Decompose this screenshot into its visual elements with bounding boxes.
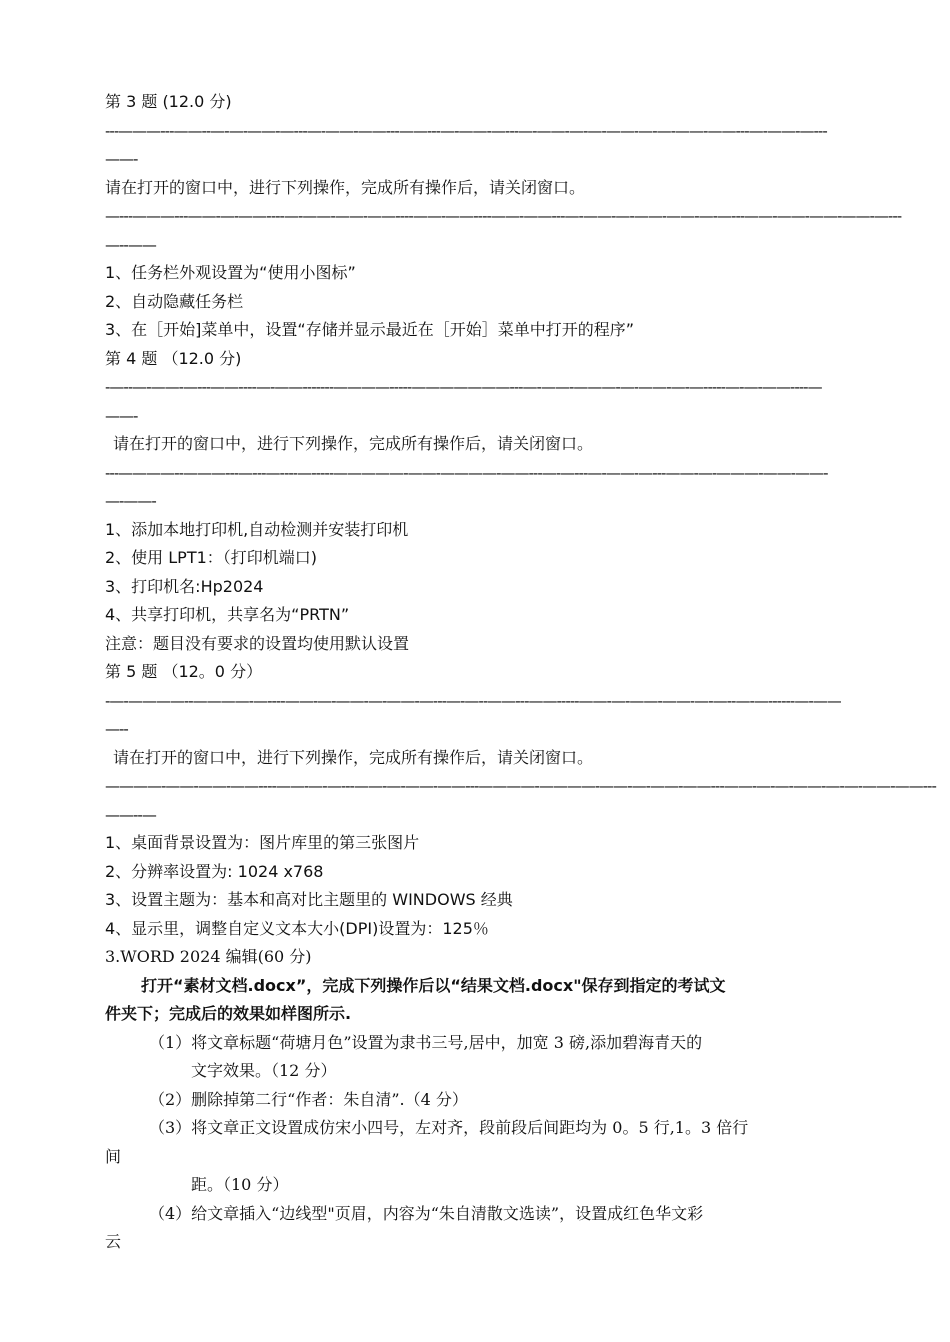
document-page: [105, 88, 936, 1257]
word-heading: 3.WORD 2024 编辑(60 分): [105, 947, 312, 966]
q3-item-2: 2、自动隐藏任务栏: [105, 291, 244, 311]
q3-separator-2: —---———---——-—-——----—-——-——-——----——-——----——-——---—-——-—-——-——-—-—---——-——-——-——-—---: [105, 207, 902, 225]
q3-item-1: 1、任务栏外观设置为“使用小图标”: [105, 263, 356, 282]
q3-separator-1: ---———---——--—-—-——-—---—-——-——---——---—-——-—---—-——-—-—-——-—-—-——-——---—-——-—---: [105, 121, 827, 140]
q5-separator-2-cont: ——--—: [105, 805, 156, 824]
word-step-4: （4）给文章插入“边线型"页眉，内容为“朱自清散文选读”，设置成红色华文彩: [149, 1203, 704, 1223]
q5-separator-1: -—-————--————-—----——-—-——-—-——-—---—-—--——---——-----——-—-——-——-—-—--—-—------—-——: [105, 691, 841, 710]
word-step-3: （3）将文章正文设置成仿宋小四号，左对齐，段前段后间距均为 0。5 行,1。3 倍行: [149, 1118, 749, 1137]
q4-separator-1: -—--—-——-—---——----—-——-------————-----———————---—-——-———-—-——-—-—-----—-—-——----—: [105, 378, 822, 396]
q4-separator-2: ---————--———---—---—----—-----—————-——-————-——---—-—---—-——-—---——-—-———-——-——-: [105, 463, 828, 482]
word-intro-line-2: 件夹下；完成后的效果如样图所示.: [105, 1004, 352, 1023]
word-step-3-wrap: 间: [105, 1146, 122, 1166]
q5-item-2: 2、分辨率设置为: 1024 x768: [105, 861, 324, 881]
q4-separator-1-cont: ——-: [105, 406, 138, 425]
word-step-3-cont: 距。（10 分）: [191, 1175, 289, 1194]
q4-item-2: 2、使用 LPT1：（打印机端口): [105, 548, 318, 567]
q5-item-3: 3、设置主题为：基本和高对比主题里的 WINDOWS 经典: [105, 890, 513, 909]
q4-note: 注意：题目没有要求的设置均使用默认设置: [105, 633, 410, 653]
q4-separator-2-cont: —-——-: [105, 492, 156, 510]
q3-title: 第 3 题 (12.0 分): [105, 92, 232, 111]
q5-title: 第 5 题 （12。0 分）: [105, 662, 263, 681]
q5-separator-2: ————-——-——-——----——-—-—---——-—-——-——---————-————-——-—-——-——---——-—-—-——-—-—-——-——---: [105, 777, 936, 795]
word-step-2: （2）删除掉第二行“作者：朱自清”.（4 分）: [149, 1089, 468, 1109]
q5-instruction: 请在打开的窗口中，进行下列操作，完成所有操作后，请关闭窗口。: [113, 747, 594, 767]
word-step-4-cont: 云: [105, 1232, 122, 1251]
word-step-1: （1）将文章标题“荷塘月色”设置为隶书三号,居中，加宽 3 磅,添加碧海青天的: [149, 1032, 703, 1052]
word-step-1-cont: 文字效果。（12 分）: [191, 1061, 337, 1080]
q4-instruction: 请在打开的窗口中，进行下列操作，完成所有操作后，请关闭窗口。: [113, 434, 594, 453]
word-intro-line-1: 打开“素材文档.docx”，完成下列操作后以“结果文档.docx"保存到指定的考试文: [141, 975, 726, 995]
q5-item-4: 4、显示里，调整自定义文本大小(DPI)设置为：125％: [105, 918, 489, 938]
q5-item-1: 1、桌面背景设置为：图片库里的第三张图片: [105, 833, 420, 852]
q3-item-3: 3、在［开始]菜单中，设置“存储并显示最近在［开始］菜单中打开的程序”: [105, 320, 635, 339]
q4-title: 第 4 题 （12.0 分): [105, 348, 242, 368]
q3-separator-2-cont: —--——: [105, 235, 156, 254]
q4-item-4: 4、共享打印机，共享名为“PRTN”: [105, 605, 350, 624]
q5-separator-1-cont: —--: [105, 720, 128, 738]
q3-separator-1-cont: ——-: [105, 150, 138, 168]
q4-item-1: 1、添加本地打印机,自动检测并安装打印机: [105, 519, 409, 539]
q3-instruction: 请在打开的窗口中，进行下列操作，完成所有操作后，请关闭窗口。: [105, 177, 586, 197]
q4-item-3: 3、打印机名:Hp2024: [105, 576, 264, 596]
